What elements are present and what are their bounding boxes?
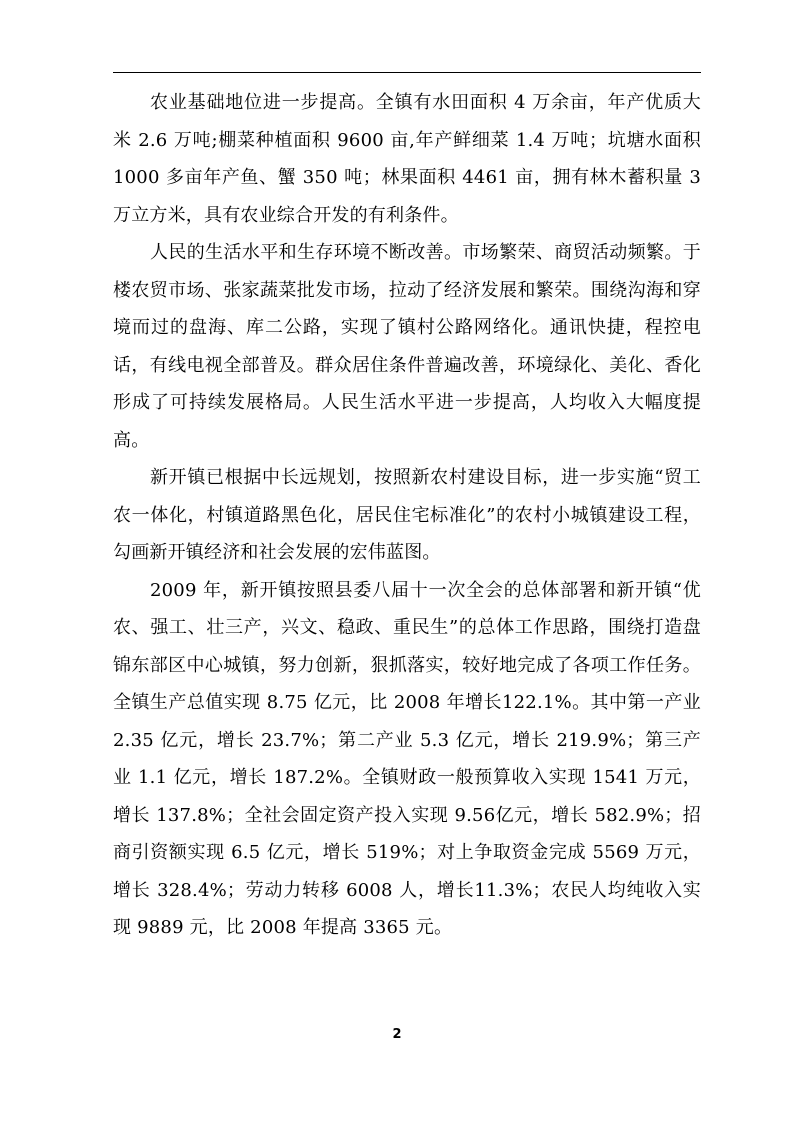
- document-body: [113, 84, 701, 947]
- header-rule: [113, 72, 701, 73]
- paragraph-development-plan: 新开镇已根据中长远规划，按照新农村建设目标，进一步实施“贸工农一体化，村镇道路黑色化，居民住宅标准化”的农村小城镇建设工程，勾画新开镇经济和社会发展的宏伟蓝图。: [113, 467, 701, 563]
- page-number: 2: [392, 1027, 402, 1042]
- paragraph-living-standards: 人民的生活水平和生存环境不断改善。市场繁荣、商贸活动频繁。于楼农贸市场、张家蔬菜批发市场，拉动了经济发展和繁荣。围绕沟海和穿境而过的盘海、库二公路，实现了镇村公路网络化。通讯快捷，程控电话，有线电视全部普及。群众居住条件普遍改善，环境绿化、美化、香化形成了可持续发展格局。人民生活水平进一步提高，人均收入大幅度提高。: [113, 242, 701, 451]
- paragraph-agriculture: 农业基础地位进一步提高。全镇有水田面积 4 万余亩，年产优质大米 2.6 万吨;棚菜种植面积 9600 亩,年产鲜细菜 1.4 万吨；坑塘水面积 1000 多亩年产鱼、蟹 350 吨；林果面积 4461 亩，拥有林木蓄积量 3 万立方米，具有农业综合开发的有利条件。: [113, 92, 701, 226]
- paragraph-2009-achievements: 2009 年，新开镇按照县委八届十一次全会的总体部署和新开镇“优农、强工、壮三产，兴文、稳政、重民生”的总体工作思路，围绕打造盘锦东部区中心城镇，努力创新，狠抓落实，较好地完成了各项工作任务。全镇生产总值实现 8.75 亿元，比 2008 年增长122.1%。其中第一产业 2.35 亿元，增长 23.7%；第二产业 5.3 亿元，增长 219.9%；第三产业 1.1 亿元，增长 187.2%。全镇财政一般预算收入实现 1541 万元，增长 137.8%；全社会固定资产投入实现 9.56亿元，增长 582.9%；招商引资额实现 6.5 亿元，增长 519%；对上争取资金完成 5569 万元，增长 328.4%；劳动力转移 6008 人，增长11.3%；农民人均纯收入实现 9889 元，比 2008 年提高 3365 元。: [113, 579, 701, 938]
